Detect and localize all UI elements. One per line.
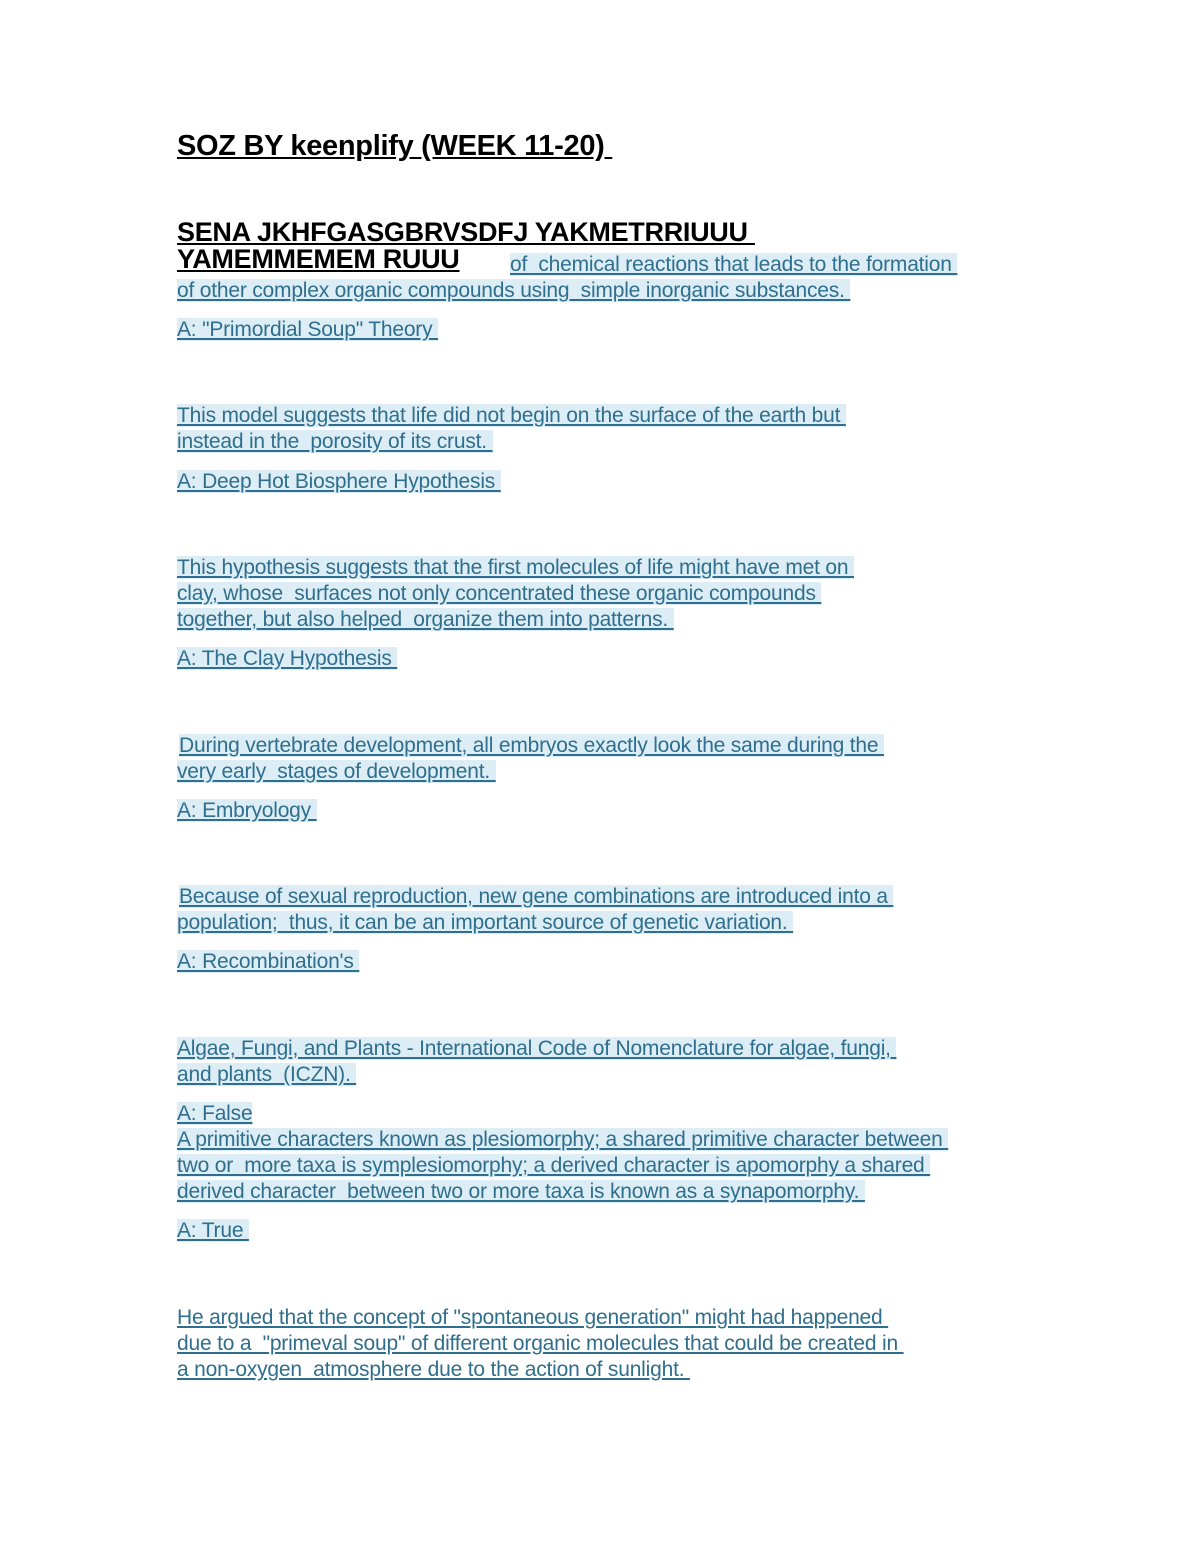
- question-8-line-3: [177, 1357, 690, 1382]
- question-1-line-2-text: of other complex organic compounds using simple inorganic substances.: [177, 279, 851, 302]
- question-1-line-1: [510, 252, 957, 277]
- question-1-line-1-text: of chemical reactions that leads to the formation: [510, 253, 958, 276]
- question-3-line-3-text: together, but also helped organize them into patterns.: [177, 608, 674, 631]
- question-4-line-1-text: During vertebrate development, all embryos exactly look the same during the: [179, 734, 885, 757]
- answer-6: [177, 1101, 252, 1126]
- answer-5: [177, 949, 359, 974]
- question-5-line-2: [177, 910, 793, 935]
- question-7-line-1: [177, 1127, 948, 1152]
- question-8-line-1: [177, 1305, 888, 1330]
- answer-1-text: A: "Primordial Soup" Theory: [177, 318, 439, 341]
- question-8-line-2-text: due to a "primeval soup" of different organic molecules that could be created in: [177, 1332, 904, 1355]
- question-8-line-2: [177, 1331, 904, 1356]
- document-title: SOZ BY keenplify (WEEK 11-20): [177, 130, 613, 162]
- question-3-line-1: [177, 555, 854, 580]
- question-7-line-3: [177, 1179, 865, 1204]
- document-heading-line-1: SENA JKHFGASGBRVSDFJ YAKMETRRIUUU: [177, 217, 755, 247]
- answer-5-text: A: Recombination's: [177, 950, 360, 973]
- question-3-line-2: [177, 581, 821, 606]
- question-4-line-2: [177, 759, 496, 784]
- question-4-line-2-text: very early stages of development.: [177, 760, 496, 783]
- answer-3-text: A: The Clay Hypothesis: [177, 647, 398, 670]
- question-6-line-1: [177, 1036, 896, 1061]
- question-7-line-1-text: A primitive characters known as plesiomorphy; a shared primitive character between: [177, 1128, 949, 1151]
- question-5-line-2-text: population; thus, it can be an important source of genetic variation.: [177, 911, 794, 934]
- question-6-line-1-text: Algae, Fungi, and Plants - International Code of Nomenclature for algae, fungi,: [177, 1037, 897, 1060]
- answer-7-text: A: True: [177, 1219, 249, 1242]
- answer-1: [177, 317, 438, 342]
- question-6-line-2-text: and plants (ICZN).: [177, 1063, 357, 1086]
- question-5-line-1-text: Because of sexual reproduction, new gene combinations are introduced into a: [179, 885, 894, 908]
- document-heading-line-2: [177, 246, 460, 273]
- question-1-line-2: [177, 278, 850, 303]
- answer-3: [177, 646, 397, 671]
- question-2-line-1: [177, 403, 846, 428]
- question-2-line-2: [177, 429, 493, 454]
- answer-2-text: A: Deep Hot Biosphere Hypothesis: [177, 470, 501, 493]
- question-2-line-1-text: This model suggests that life did not begin on the surface of the earth but: [177, 404, 846, 427]
- question-7-line-2: [177, 1153, 930, 1178]
- question-8-line-3-text: a non-oxygen atmosphere due to the action of sunlight.: [177, 1358, 690, 1381]
- answer-2: [177, 469, 501, 494]
- answer-4-text: A: Embryology: [177, 799, 317, 822]
- answer-6-text: A: False: [177, 1102, 253, 1125]
- question-5-line-1: [179, 884, 893, 909]
- question-3-line-1-text: This hypothesis suggests that the first molecules of life might have met on: [177, 556, 854, 579]
- question-6-line-2: [177, 1062, 356, 1087]
- question-7-line-3-text: derived character between two or more taxa is known as a synapomorphy.: [177, 1180, 865, 1203]
- question-2-line-2-text: instead in the porosity of its crust.: [177, 430, 493, 453]
- answer-4: [177, 798, 317, 823]
- question-3-line-2-text: clay, whose surfaces not only concentrated these organic compounds: [177, 582, 822, 605]
- question-7-line-2-text: two or more taxa is symplesiomorphy; a derived character is apomorphy a shared: [177, 1154, 931, 1177]
- question-3-line-3: [177, 607, 674, 632]
- heading-line-2-text: YAMEMMEMEM RUUU: [177, 244, 460, 274]
- question-8-line-1-text: He argued that the concept of "spontaneous generation" might had happened: [177, 1306, 889, 1329]
- question-4-line-1: [179, 733, 884, 758]
- answer-7: [177, 1218, 249, 1243]
